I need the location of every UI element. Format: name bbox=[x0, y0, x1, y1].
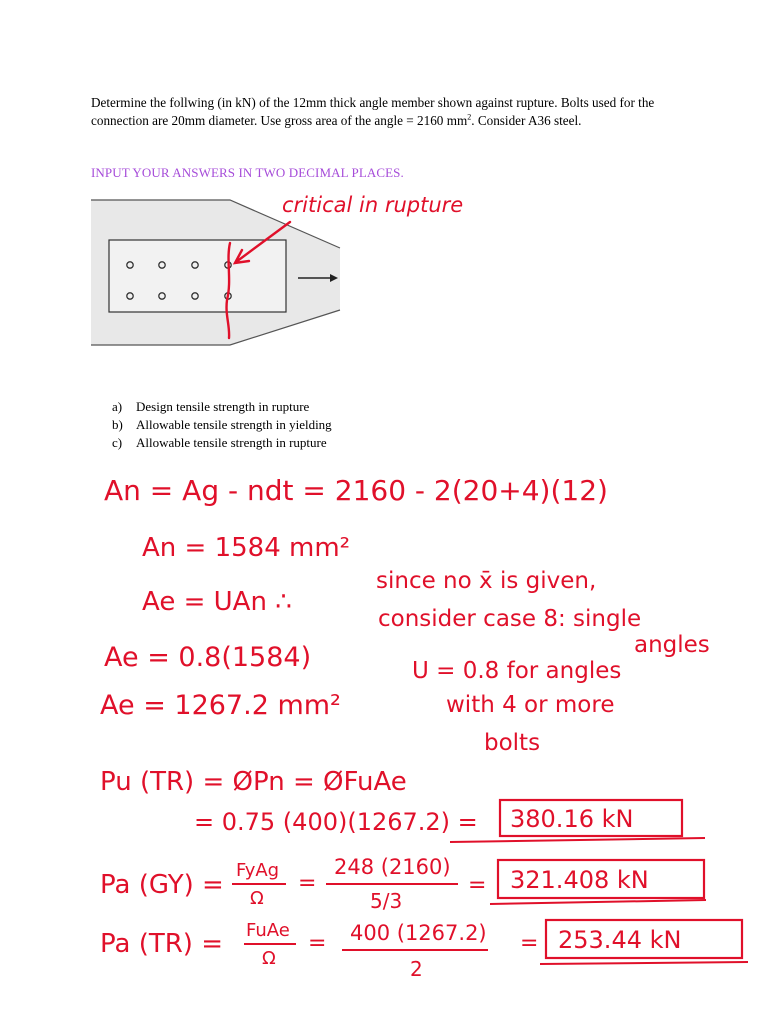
equals-sign: = bbox=[468, 873, 487, 898]
allowable-rupture-denominator: Ω bbox=[262, 948, 276, 969]
allowable-rupture-numerator: FuAe bbox=[246, 920, 290, 941]
allowable-yield-calc-denominator: 5/3 bbox=[370, 889, 403, 913]
allowable-rupture-answer: 253.44 kN bbox=[558, 926, 682, 954]
critical-annotation: critical in rupture bbox=[282, 193, 464, 217]
instruction-text: INPUT YOUR ANSWERS IN TWO DECIMAL PLACES. bbox=[91, 165, 404, 180]
note-line-1: since no x̄ is given, bbox=[376, 568, 597, 594]
note-line-3: angles bbox=[634, 632, 710, 658]
note-line-4: U = 0.8 for angles bbox=[412, 658, 622, 684]
design-strength-formula: Pu (TR) = ØPn = ØFuAe bbox=[100, 767, 407, 797]
allowable-rupture-label: Pa (TR) = bbox=[100, 929, 223, 959]
note-line-5: with 4 or more bbox=[446, 692, 615, 718]
equals-sign: = bbox=[298, 871, 317, 896]
note-line-2: consider case 8: single bbox=[378, 606, 642, 632]
problem-superscript: 2 bbox=[467, 112, 472, 122]
allowable-rupture-calc-denominator: 2 bbox=[410, 957, 423, 981]
equals-sign: = bbox=[308, 931, 327, 956]
answer-underline-b bbox=[490, 900, 706, 904]
equals-sign: = bbox=[520, 931, 539, 956]
problem-text-b: . Consider A36 steel. bbox=[471, 113, 582, 128]
answer-underline-c bbox=[540, 962, 748, 964]
question-text: Allowable tensile strength in rupture bbox=[136, 435, 327, 450]
note-line-6: bolts bbox=[484, 730, 541, 756]
allowable-rupture-calc-numerator: 400 (1267.2) bbox=[350, 921, 487, 945]
question-letter: a) bbox=[112, 399, 123, 414]
allowable-yield-label: Pa (GY) = bbox=[100, 870, 224, 900]
effective-area-value: Ae = 1267.2 mm² bbox=[100, 690, 341, 721]
net-area-formula: An = Ag - ndt = 2160 - 2(20+4)(12) bbox=[104, 474, 608, 507]
allowable-yield-answer: 321.408 kN bbox=[510, 866, 649, 894]
allowable-yield-numerator: FyAg bbox=[236, 860, 280, 881]
design-strength-answer: 380.16 kN bbox=[510, 805, 634, 833]
question-text: Design tensile strength in rupture bbox=[136, 399, 310, 414]
answer-underline-a bbox=[450, 838, 705, 842]
allowable-yield-calc-numerator: 248 (2160) bbox=[334, 855, 451, 879]
question-text: Allowable tensile strength in yielding bbox=[136, 417, 332, 432]
allowable-yield-denominator: Ω bbox=[250, 888, 264, 909]
question-letter: c) bbox=[112, 435, 123, 450]
effective-area-formula: Ae = UAn ∴ bbox=[142, 587, 292, 617]
effective-area-calc: Ae = 0.8(1584) bbox=[104, 642, 312, 673]
problem-text-a: Determine the follwing (in kN) of the 12mm thick angle member shown against rupture. Bolts used for the connection are 20mm diameter. Use gross area of the angle = 2160 mm bbox=[91, 95, 655, 128]
design-strength-calc: = 0.75 (400)(1267.2) = bbox=[194, 808, 478, 836]
net-area-value: An = 1584 mm² bbox=[142, 533, 351, 563]
question-letter: b) bbox=[112, 417, 123, 432]
